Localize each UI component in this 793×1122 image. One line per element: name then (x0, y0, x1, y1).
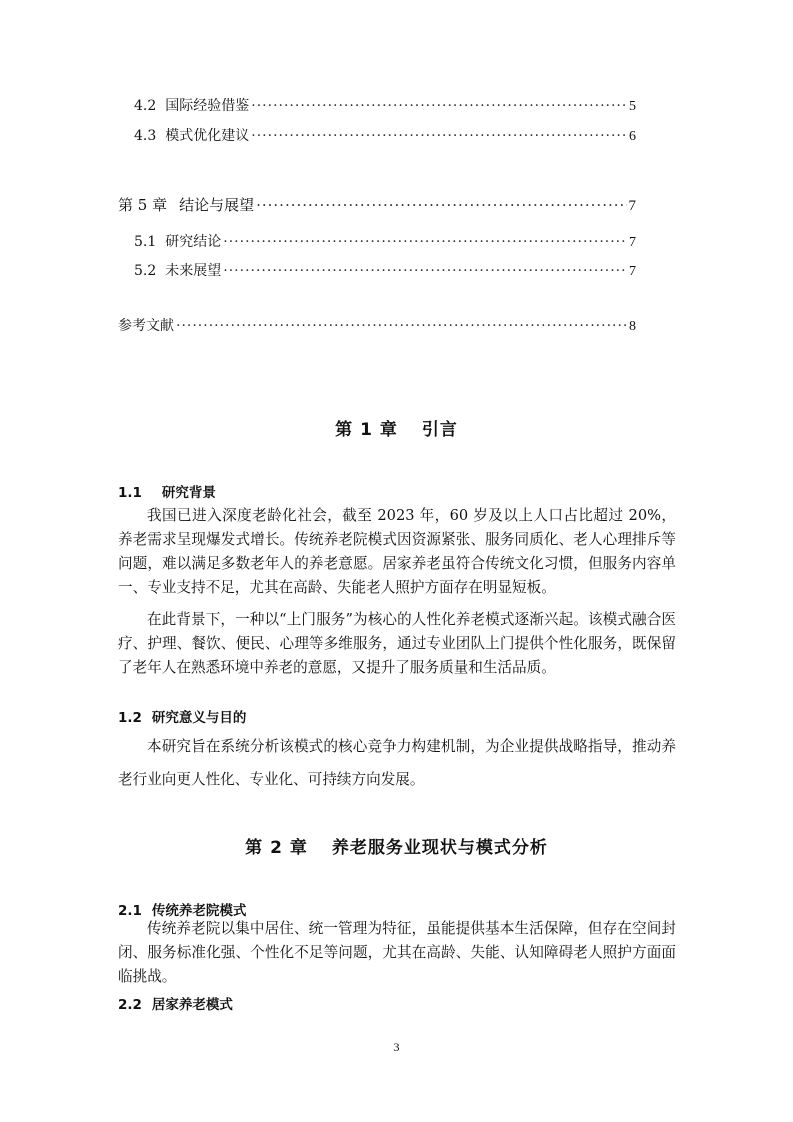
toc-entry-chapter-5[interactable] (118, 195, 636, 216)
toc-entry-number: 5.2 (134, 263, 157, 279)
chapter-name: 引言 (421, 420, 458, 440)
toc-entry-number: 4.3 (134, 128, 157, 144)
section-number: 1.1 (118, 485, 142, 501)
section-1-2-heading (118, 706, 246, 726)
section-1-1-heading (118, 481, 216, 501)
paragraph: 传统养老院以集中居住、统一管理为特征，虽能提供基本生活保障，但存在空间封闭、服务标准化强、个性化不足等问题，尤其在高龄、失能、认知障碍老人照护方面面临挑战。 (118, 920, 676, 985)
toc-entry-page: 7 (628, 198, 636, 214)
toc-entry-4-3[interactable] (134, 126, 636, 147)
section-2-1-heading (118, 899, 246, 919)
section-number: 2.1 (118, 903, 142, 919)
toc-entry-title: 国际经验借鉴 (165, 98, 250, 114)
paragraph: 我国已进入深度老龄化社会，截至 2023 年，60 岁及以上人口占比超过 20%，养老需求呈现爆发式增长。传统养老院模式因资源紧张、服务同质化、老人心理排斥等问题，难以满足多数老年人的养老意愿。居家养老虽符合传统文化习惯，但服务内容单一、专业支持不足，尤其在高龄、失能老人照护方面存在明显短板。 (118, 507, 676, 596)
toc-entry-page: 7 (629, 235, 636, 250)
toc-entry-references[interactable] (118, 316, 636, 337)
section-2-2-heading (118, 993, 233, 1013)
paragraph: 本研究旨在系统分析该模式的核心竞争力构建机制，为企业提供战略指导，推动养老行业向更人性化、专业化、可持续方向发展。 (118, 738, 676, 788)
paragraph: 在此背景下，一种以“上门服务”为核心的人性化养老模式逐渐兴起。该模式融合医疗、护理、餐饮、便民、心理等多维服务，通过专业团队上门提供个性化服务，既保留了老年人在熟悉环境中养老的意愿，又提升了服务质量和生活品质。 (118, 611, 676, 676)
toc-leader-dots (251, 96, 627, 116)
toc-leader-dots (251, 126, 627, 146)
toc-leader-dots (176, 316, 627, 336)
section-title: 居家养老模式 (151, 997, 233, 1013)
page-number: 3 (393, 1040, 400, 1054)
chapter-name: 养老服务业现状与模式分析 (331, 838, 548, 858)
section-title: 传统养老院模式 (151, 903, 247, 919)
toc-entry-title: 模式优化建议 (165, 128, 250, 144)
section-title: 研究意义与目的 (151, 710, 247, 726)
toc-entry-number: 第 5 章 (118, 196, 168, 214)
section-number: 1.2 (118, 710, 142, 726)
chapter-number: 第 2 章 (245, 838, 308, 858)
toc-entry-number: 4.2 (134, 98, 157, 114)
toc-entry-number: 5.1 (134, 234, 157, 250)
toc-entry-title: 结论与展望 (179, 196, 255, 214)
toc-leader-dots (223, 232, 627, 252)
section-title: 研究背景 (161, 485, 216, 501)
toc-entry-4-2[interactable] (134, 96, 636, 117)
toc-entry-title: 参考文献 (118, 318, 174, 334)
toc-entry-page: 6 (629, 129, 636, 144)
toc-entry-page: 5 (629, 99, 636, 114)
section-number: 2.2 (118, 997, 142, 1013)
toc-entry-5-1[interactable] (134, 232, 636, 253)
chapter-1-title (0, 415, 793, 440)
toc-entry-title: 研究结论 (165, 234, 222, 250)
toc-leader-dots (256, 195, 626, 215)
toc-entry-page: 7 (629, 264, 636, 279)
chapter-number: 第 1 章 (335, 420, 398, 440)
toc-entry-page: 8 (629, 319, 636, 334)
toc-entry-title: 未来展望 (165, 263, 222, 279)
toc-entry-5-2[interactable] (134, 261, 636, 282)
toc-leader-dots (223, 261, 627, 281)
chapter-2-title (0, 833, 793, 858)
